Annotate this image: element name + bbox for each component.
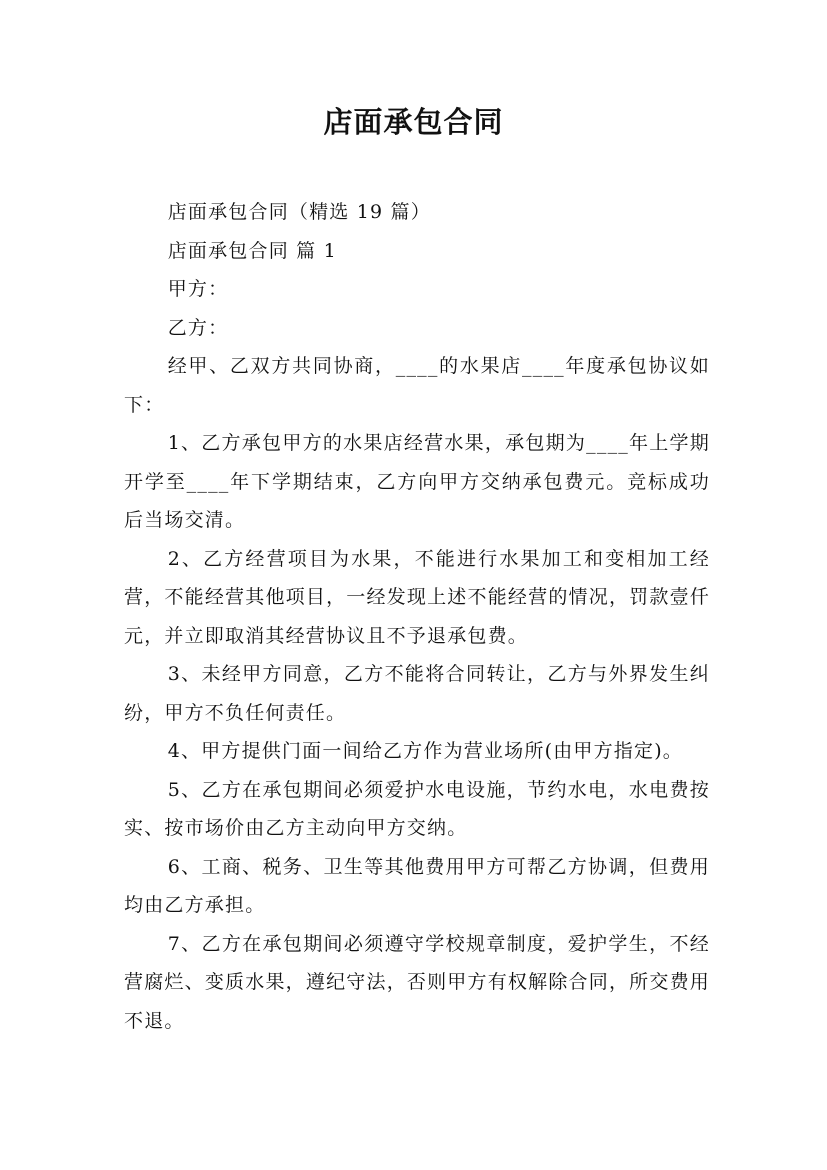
paragraph-party-b: 乙方： xyxy=(167,316,229,339)
paragraph-clause-3: 3、未经甲方同意，乙方不能将合同转让，乙方与外界发生纠纷，甲方不负任何责任。 xyxy=(124,663,710,724)
paragraph-clause-7: 7、乙方在承包期间必须遵守学校规章制度，爱护学生，不经营腐烂、变质水果，遵纪守法，否则甲方有权解除合同，所交费用不退。 xyxy=(124,932,710,1032)
paragraph-subtitle: 店面承包合同（精选 19 篇） xyxy=(167,201,431,223)
paragraph-intro: 经甲、乙双方共同协商，____的水果店____年度承包协议如下： xyxy=(124,355,710,416)
paragraph-clause-5: 5、乙方在承包期间必须爱护水电设施，节约水电，水电费按实、按市场价由乙方主动向甲方交纳。 xyxy=(124,778,710,839)
paragraph-clause-2: 2、乙方经营项目为水果，不能进行水果加工和变相加工经营，不能经营其他项目，一经发现上述不能经营的情况，罚款壹仟元，并立即取消其经营协议且不予退承包费。 xyxy=(124,547,710,647)
paragraph-party-a: 甲方： xyxy=(167,278,229,300)
paragraph-clause-4: 4、甲方提供门面一间给乙方作为营业场所(由甲方指定)。 xyxy=(167,740,684,762)
paragraph-section-heading: 店面承包合同 篇 1 xyxy=(167,239,337,262)
paragraph-clause-6: 6、工商、税务、卫生等其他费用甲方可帮乙方协调，但费用均由乙方承担。 xyxy=(124,855,710,916)
paragraph-clause-1: 1、乙方承包甲方的水果店经营水果，承包期为____年上学期开学至____年下学期结束，乙方向甲方交纳承包费元。竞标成功后当场交清。 xyxy=(124,432,710,531)
document-body xyxy=(124,193,710,1040)
document-title: 店面承包合同 xyxy=(323,105,504,139)
